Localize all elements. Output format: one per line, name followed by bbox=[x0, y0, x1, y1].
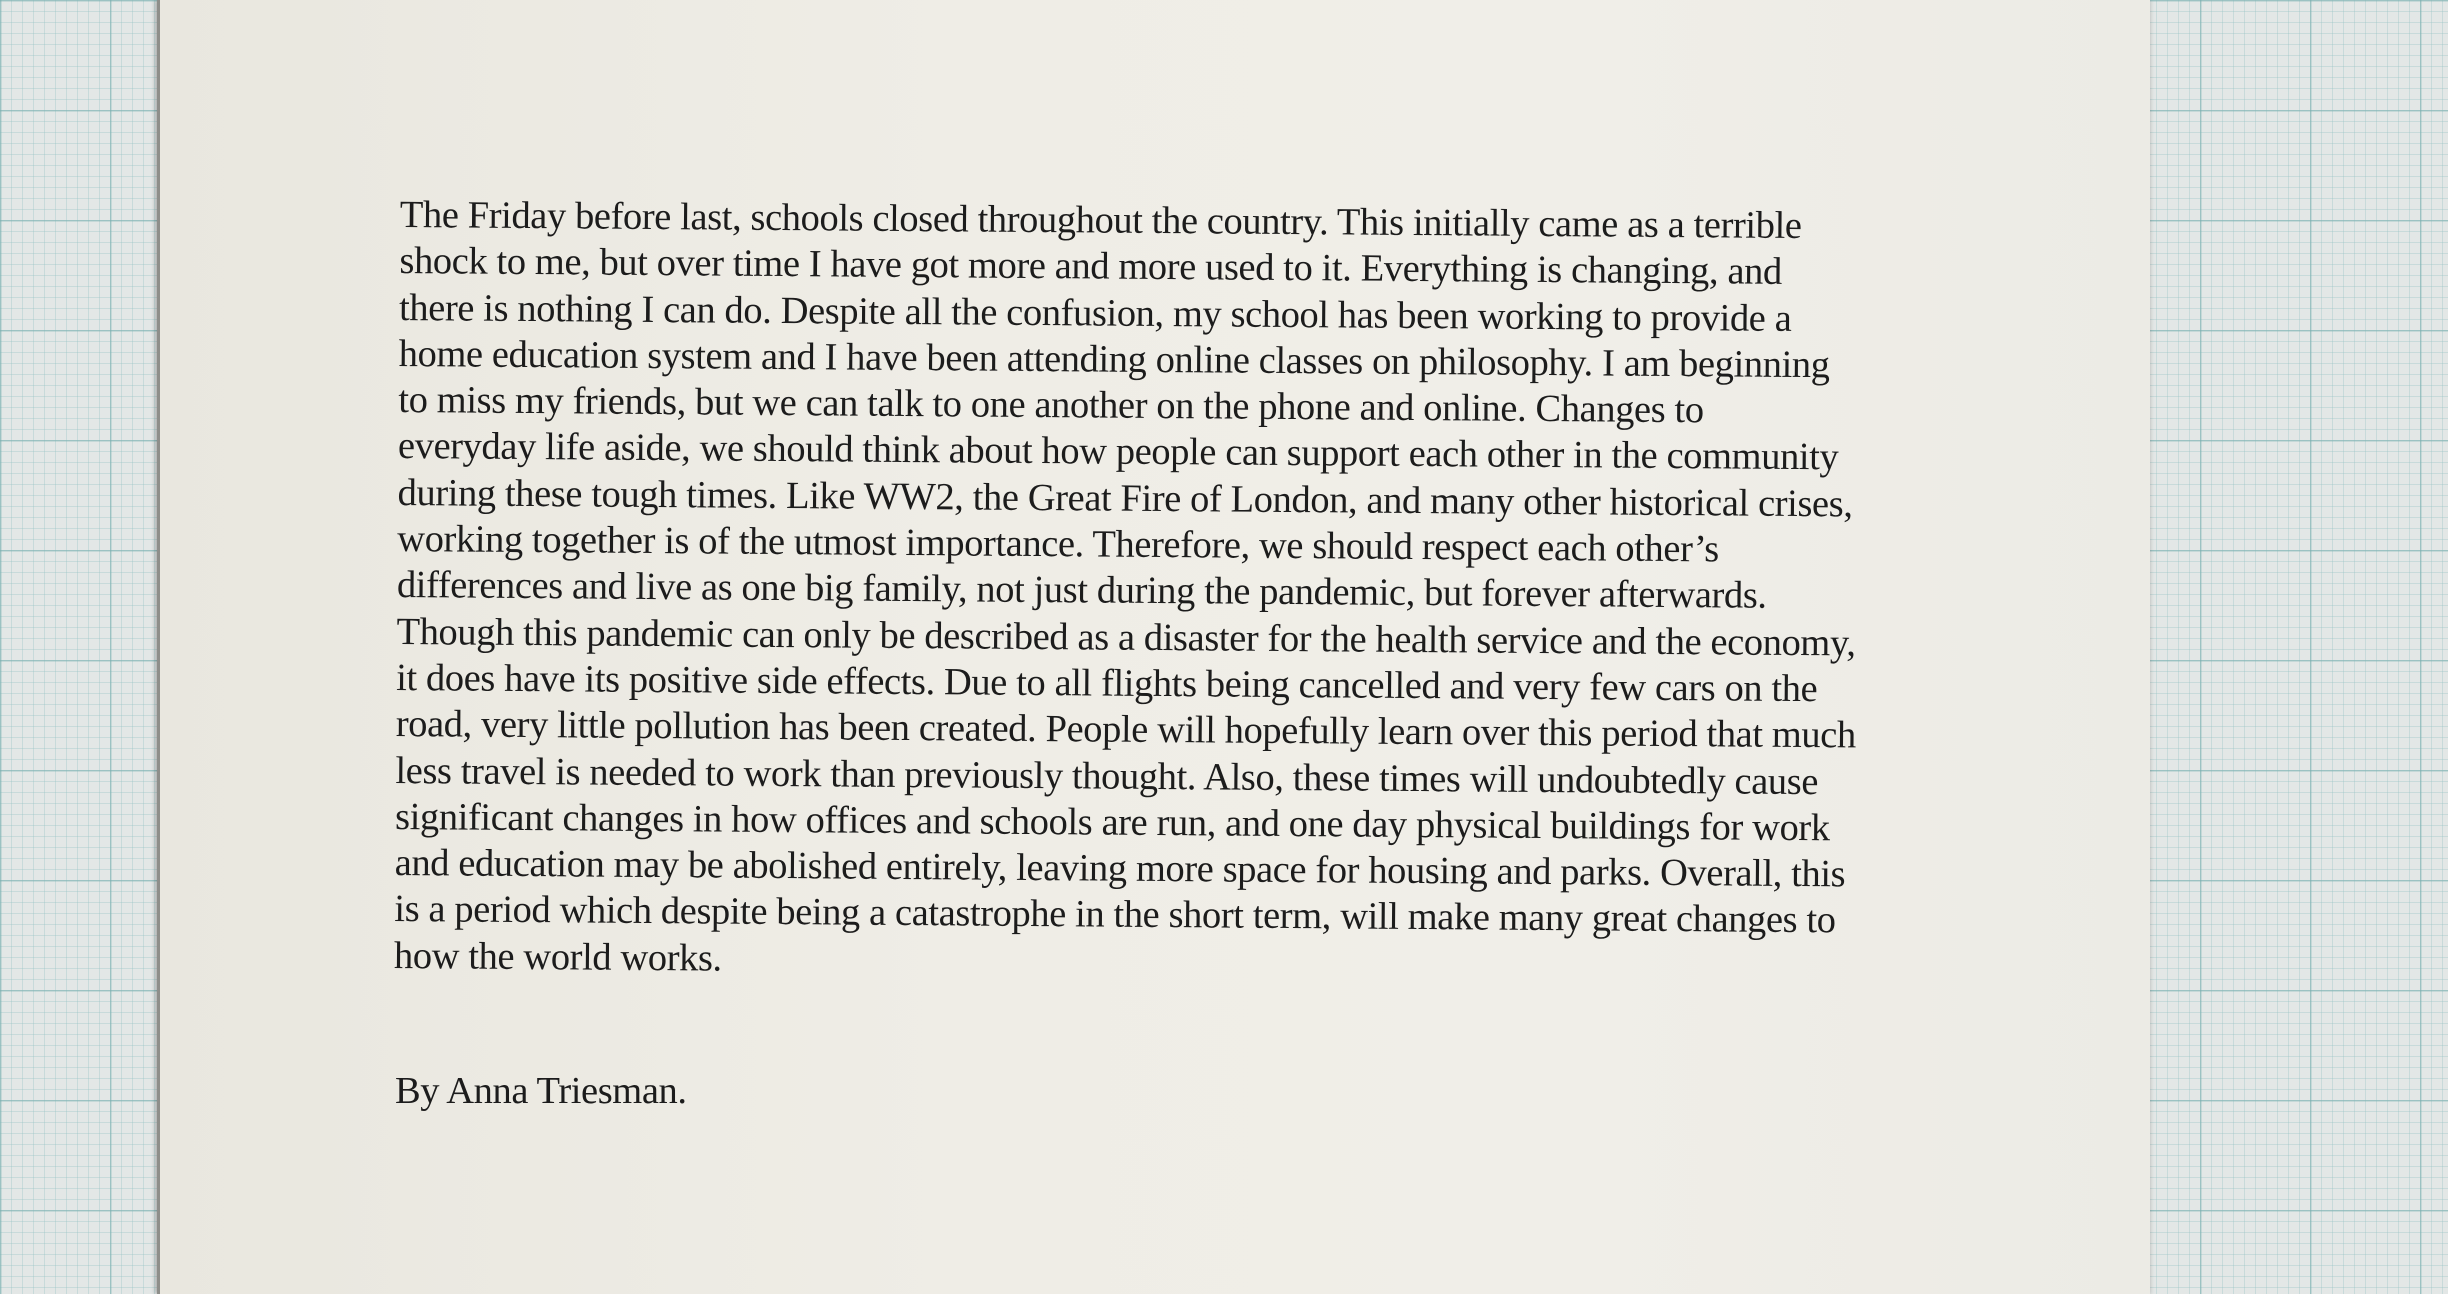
paper-sheet bbox=[157, 0, 2150, 1294]
author-byline: By Anna Triesman. bbox=[395, 1070, 687, 1112]
essay-body-text: The Friday before last, schools closed throughout the country. This initially came as a terrible shock to me, but over time I have got more and more used to it. Everything is changing, and there is nothing I can do. Despite all the confusion, my school has been working to provide a home education system and I have been attending online classes on philosophy. I am beginning to miss my friends, but we can talk to one another on the phone and online. Changes to everyday life aside, we should think about how people can support each other in the community during these tough times. Like WW2, the Great Fire of London, and many other historical crises, working together is of the utmost importance. Therefore, we should respect each other’s differences and live as one big family, not just during the pandemic, but forever afterwards. Though this pandemic can only be described as a disaster for the health service and the economy, it does have its positive side effects. Due to all flights being cancelled and very few cars on the road, very little pollution has been created. People will hopefully learn over this period that much less travel is needed to work than previously thought. Also, these times will undoubtedly cause significant changes in how offices and schools are run, and one day physical buildings for work and education may be abolished entirely, leaving more space for housing and parks. Overall, this is a period which despite being a catastrophe in the short term, will make many great changes to how the world works. bbox=[393, 193, 1856, 980]
